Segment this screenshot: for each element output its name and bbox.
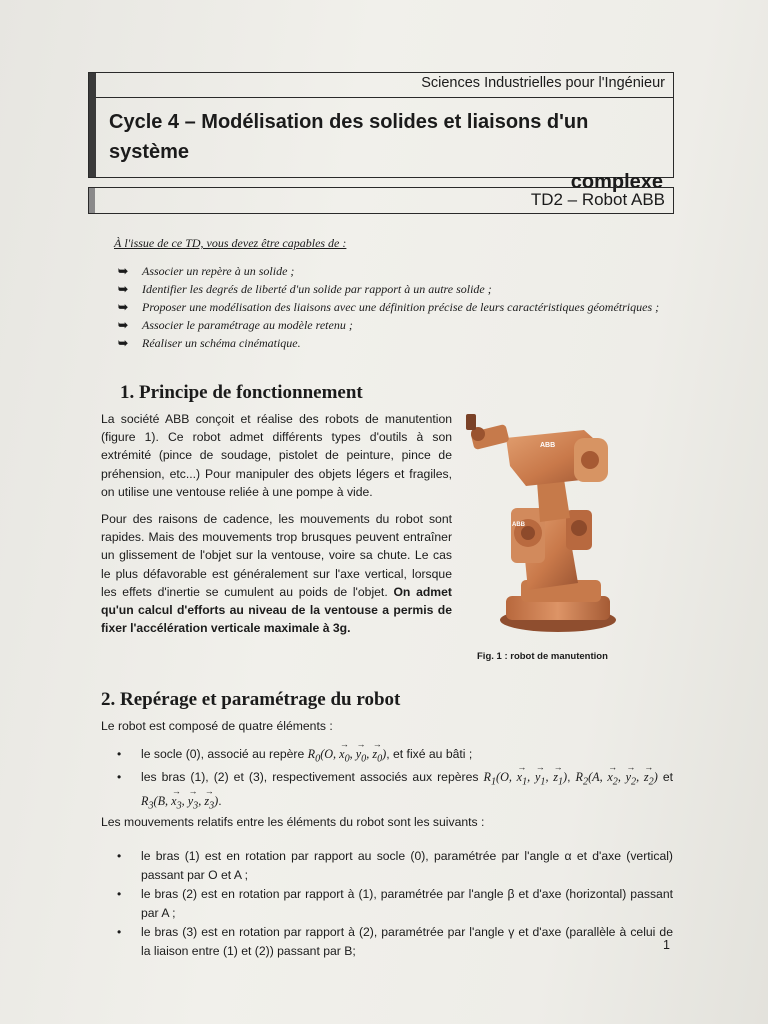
- robot-image: [466, 408, 626, 638]
- movements-list: [117, 847, 673, 961]
- section-2-intro: Le robot est composé de quatre éléments :: [101, 719, 333, 733]
- frame-R0: $R_0(O$, → $x_0$, → $y_0$, → $z_0$): [308, 747, 387, 761]
- arrow-bullet-icon: ➥: [118, 300, 129, 314]
- elements-list: [117, 745, 673, 815]
- arrow-bullet-icon: ➥: [118, 282, 129, 296]
- td-box: [88, 187, 674, 214]
- arrow-bullet-icon: ➥: [118, 336, 129, 350]
- title-line-1: Cycle 4 – Modélisation des solides et liaisons d'un système: [109, 111, 589, 163]
- td-accent-bar: [89, 188, 95, 213]
- header-divider: [96, 97, 673, 98]
- bold-statement: On admet qu'un calcul d'efforts au niveau de la ventouse a permis de fixer l'accélération verticale maximale à 3g.: [101, 584, 452, 636]
- objectives-list: [118, 262, 678, 352]
- objectives-title: À l'issue de ce TD, vous devez être capables de :: [114, 236, 347, 250]
- list-item: • le socle (0), associé au repère $R_0(O$, → $x_0$, → $y_0$, → $z_0$), et fixé au bâti ;: [117, 745, 673, 768]
- bullet-icon: •: [117, 925, 122, 939]
- objective-item: ➥ Associer un repère à un solide ;: [118, 264, 295, 278]
- title-line-2: complexe: [570, 171, 663, 193]
- objective-item: ➥ Réaliser un schéma cinématique.: [118, 336, 301, 350]
- list-item: • le bras (1) est en rotation par rapport au socle (0), paramétrée par l'angle α et d'axe (vertical) passant par O et A ;: [117, 849, 673, 882]
- frame-R2: $R_2(A$, → $x_2$, → $y_2$, → $z_2$): [576, 770, 658, 784]
- arrow-bullet-icon: ➥: [118, 318, 129, 332]
- objective-item: ➥ Associer le paramétrage au modèle retenu ;: [118, 318, 353, 332]
- subject-label: Sciences Industrielles pour l'Ingénieur: [421, 75, 665, 91]
- bullet-icon: •: [117, 887, 122, 901]
- objective-item: ➥ Proposer une modélisation des liaisons avec une définition précise de leurs caractéristiques géométriques ;: [118, 300, 660, 314]
- arrow-bullet-icon: ➥: [118, 264, 129, 278]
- section-1-title: 1. Principe de fonctionnement: [120, 382, 363, 403]
- section-1-paragraph-1: La société ABB conçoit et réalise des robots de manutention (figure 1). Ce robot admet différents types d'outils à son extrémité (pince de soudage, pistolet de peinture, pince de préhension, etc...) Pour manipuler des objets légers et fragiles, on utilise une ventouse reliée à une pompe à vide.: [101, 412, 452, 499]
- objective-item: ➥ Identifier les degrés de liberté d'un solide par rapport à un autre solide ;: [118, 282, 492, 296]
- list-item: • le bras (2) est en rotation par rapport à (1), paramétrée par l'angle β et d'axe (horizontal) passant par A ;: [117, 887, 673, 920]
- page-title: [109, 107, 663, 197]
- td-label: TD2 – Robot ABB: [530, 190, 665, 209]
- header-box: [88, 72, 674, 193]
- bullet-icon: •: [117, 770, 122, 785]
- robot-logo-text: ABB: [540, 442, 556, 449]
- page-number: 1: [663, 938, 670, 952]
- movements-intro: Les mouvements relatifs entre les éléments du robot sont les suivants :: [101, 815, 485, 829]
- section-2-title: 2. Repérage et paramétrage du robot: [101, 689, 401, 710]
- bullet-icon: •: [117, 747, 122, 761]
- list-item: • le bras (3) est en rotation par rapport à (2), paramétrée par l'angle γ et d'axe (parallèle à celui de la liaison entre (1) et (2)) passant par B;: [117, 925, 673, 958]
- figure-caption: Fig. 1 : robot de manutention: [477, 651, 608, 662]
- section-1-paragraph-2: Pour des raisons de cadence, les mouvements du robot sont rapides. Mais des mouvements trop brusques peuvent entraîner un glissement de l'objet sur la ventouse, voire sa chute. Le cas le plus défavorable est généralement sur l'axe vertical, lorsque les effets d'inertie se cumulent au poids de l'objet. On admet qu'un calcul d'efforts au niveau de la ventouse a permis de fixer l'accélération verticale maximale à 3g.: [101, 512, 452, 636]
- frame-R3: $R_3(B$, → $x_3$, → $y_3$, → $z_3$): [141, 794, 218, 808]
- bullet-icon: •: [117, 849, 122, 863]
- list-item: • les bras (1), (2) et (3), respectivement associés aux repères $R_1(O$, → $x_1$, → $y_1$, → $z_1$), $R_2(A$, → $x_2$, → $y_2$, → $z_2$) et $R_3(B$, → $x_3$, → $y_3$, → $z_3$).: [117, 768, 673, 815]
- robot-logo-text-2: ABB: [512, 522, 525, 528]
- header-accent-bar: [89, 73, 96, 177]
- frame-R1: $R_1(O$, → $x_1$, → $y_1$, → $z_1$): [484, 770, 568, 784]
